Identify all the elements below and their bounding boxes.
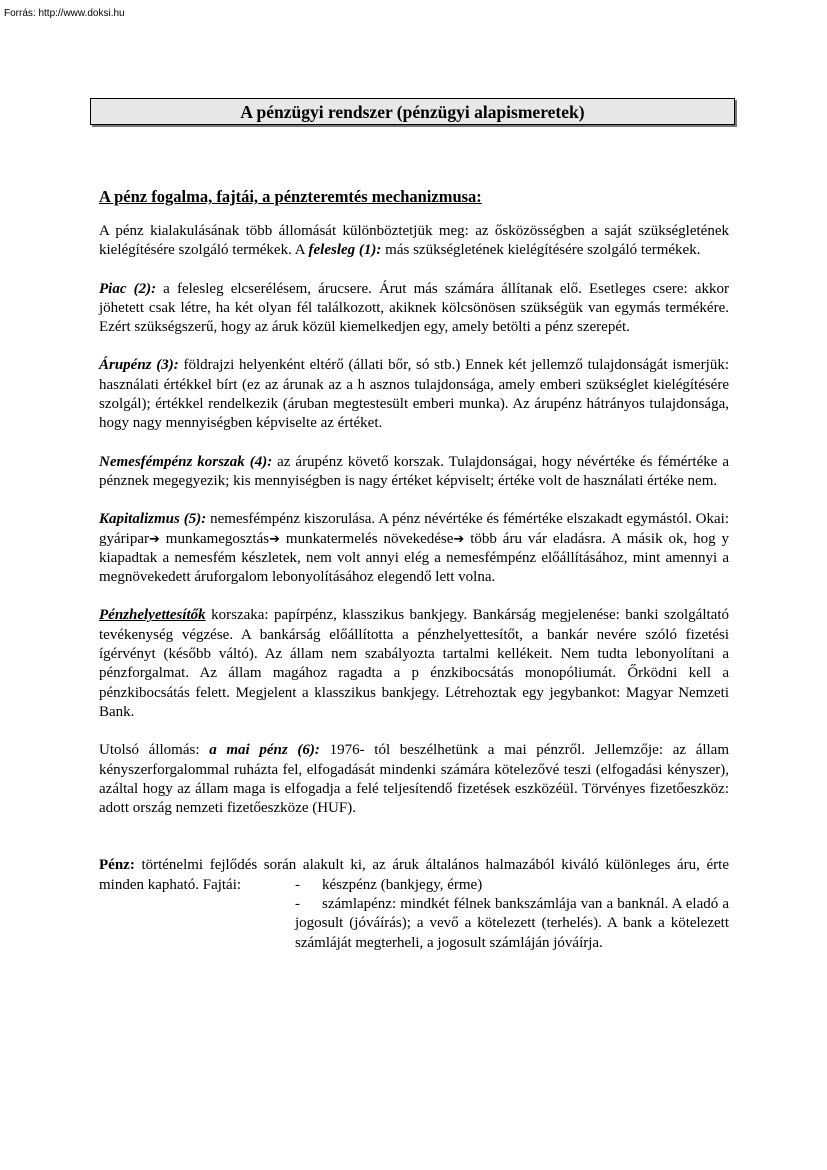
text: munkamegosztás bbox=[159, 530, 270, 547]
arrow-right-icon: ➔ bbox=[453, 531, 465, 547]
paragraph-penzhelyettesitok bbox=[99, 606, 729, 722]
page-title: A pénzügyi rendszer (pénzügyi alapismeretek) bbox=[90, 98, 735, 125]
term-arupenz: Árupénz (3): bbox=[99, 357, 179, 374]
text: nemesfémpénz kiszorulása. A pénz névértéke és fémértéke elszakadt egymástól. Okai: gyáripar bbox=[99, 511, 729, 547]
text: több áru vár eladásra. A másik ok, hog y kiapadtak a nemesfém készletek, nem volt annyi elég a nemesfémpénz előállításához, mint amennyi a megnövekedett áruforgalom lebonyolításához elegendő lett volna. bbox=[99, 530, 730, 586]
paragraph-felesleg bbox=[99, 222, 729, 261]
text: 1976- tól beszélhetünk a mai pénzről. Jellemzője: az állam kényszerforgalommal ruházta fel, elfogadását mindenki számára kötelezővé teszi (elfogadási kényszer), azáltal hogy az állam maga is elfogadja a felé teljesítendő fizetések eszközéül. Törvényes fizetőeszköz: adott ország nemzeti fizetőeszköze (HUF). bbox=[99, 742, 730, 817]
text: korszaka: papírpénz, klasszikus bankjegy. Bankárság megjelenése: banki szolgáltató tevékenység végzése. A bankárság előállította a pénzhelyettesítőt, a bankár nevére szóló fizetési ígérvényt (később váltó). Az állam nem szabályozta tartalmi kellékeit. Nem tudta lebonyolítani a pénzforgalmat. Az állam magához ragadta a p énzkibocsátás monopóliumát. Őrködni kell a pénzkibocsátás felett. Megjelent a klasszikus bankjegy. Létrehoztak egy jegybankot: Magyar Nemzeti Bank. bbox=[99, 607, 729, 720]
text: más szükségletének kielégítésére szolgáló termékek. bbox=[381, 242, 701, 259]
list-dash: - bbox=[295, 896, 300, 913]
term-mai-penz: a mai pénz (6): bbox=[209, 742, 320, 759]
paragraph-piac bbox=[99, 280, 729, 338]
term-kapitalizmus: Kapitalizmus (5): bbox=[99, 511, 207, 528]
list-item-text: számlapénz: mindkét félnek bankszámlája van a banknál. A eladó a jogosult (jóváírás); a vevő a kötelezett (terhelés). A bank a kötelezett számláját megterheli, a jogosult számláján jóváírja. bbox=[295, 896, 729, 951]
text: A pénz kialakulásának több állomását különböztetjük meg: az ősközösségben a saját szükségletének kielégítésére szolgáló termékek. A bbox=[99, 223, 729, 259]
source-note: Forrás: http://www.doksi.hu bbox=[4, 8, 125, 19]
text: az árupénz követő korszak. Tulajdonságai, hogy névértéke és fémértéke a pénznek megegyezik; kis mennyiségben is nagy értéket képviselt; értéke volt de használati értéke nem. bbox=[99, 453, 729, 489]
list-item-keszpenz bbox=[99, 876, 729, 895]
term-felesleg: felesleg (1): bbox=[308, 242, 382, 259]
text: Utolsó állomás: bbox=[99, 742, 210, 759]
paragraph-mai-penz bbox=[99, 741, 729, 818]
term-penz: Pénz: bbox=[99, 857, 135, 874]
text: történelmi fejlődés során alakult ki, az áruk általános halmazából kiváló különleges áru, érte minden kapható. Fajtái: bbox=[99, 857, 729, 893]
term-penzhelyettesitok: Pénzhelyettesítők bbox=[99, 607, 206, 624]
list-item-szamlapenz bbox=[99, 895, 729, 953]
text: földrajzi helyenként eltérő (állati bőr, só stb.) Ennek két jellemző tulajdonságát ismerjük: használati értékkel bírt (ez az árunak az a h asznos tulajdonsága, amely emberi szükséglet kielégítésére szolgál); értékkel rendelkezik (áruban megtestesült emberi munka). Az árupénz hátrányos tulajdonsága, hogy nagy mennyiségben képviselte az értéket. bbox=[99, 357, 729, 432]
list-dash: - bbox=[295, 876, 300, 893]
paragraph-arupenz bbox=[99, 356, 729, 433]
text: munkatermelés növekedése bbox=[280, 530, 454, 547]
term-nemesfempenz: Nemesfémpénz korszak (4): bbox=[99, 453, 273, 470]
document-body bbox=[99, 186, 729, 972]
text: a felesleg elcserélésem, árucsere. Árut más számára állítanak elő. Esetleges csere: akkor jöhetett csak létre, ha két olyan fél találkozott, akiknek kölcsönösen szükségük van egymás termékére. Ezért szükségszerű, hogy az áruk közül kiemelkedjen egy, amely betölti a pénz szerepét. bbox=[99, 280, 729, 336]
term-piac: Piac (2): bbox=[99, 280, 157, 297]
arrow-right-icon: ➔ bbox=[148, 531, 160, 547]
arrow-right-icon: ➔ bbox=[269, 531, 281, 547]
paragraph-nemesfempenz bbox=[99, 453, 729, 492]
paragraph-kapitalizmus bbox=[99, 510, 729, 587]
list-item-text: készpénz (bankjegy, érme) bbox=[322, 876, 483, 893]
paragraph-penz bbox=[99, 856, 729, 952]
section-heading: A pénz fogalma, fajtái, a pénzteremtés mechanizmusa: bbox=[99, 187, 482, 206]
